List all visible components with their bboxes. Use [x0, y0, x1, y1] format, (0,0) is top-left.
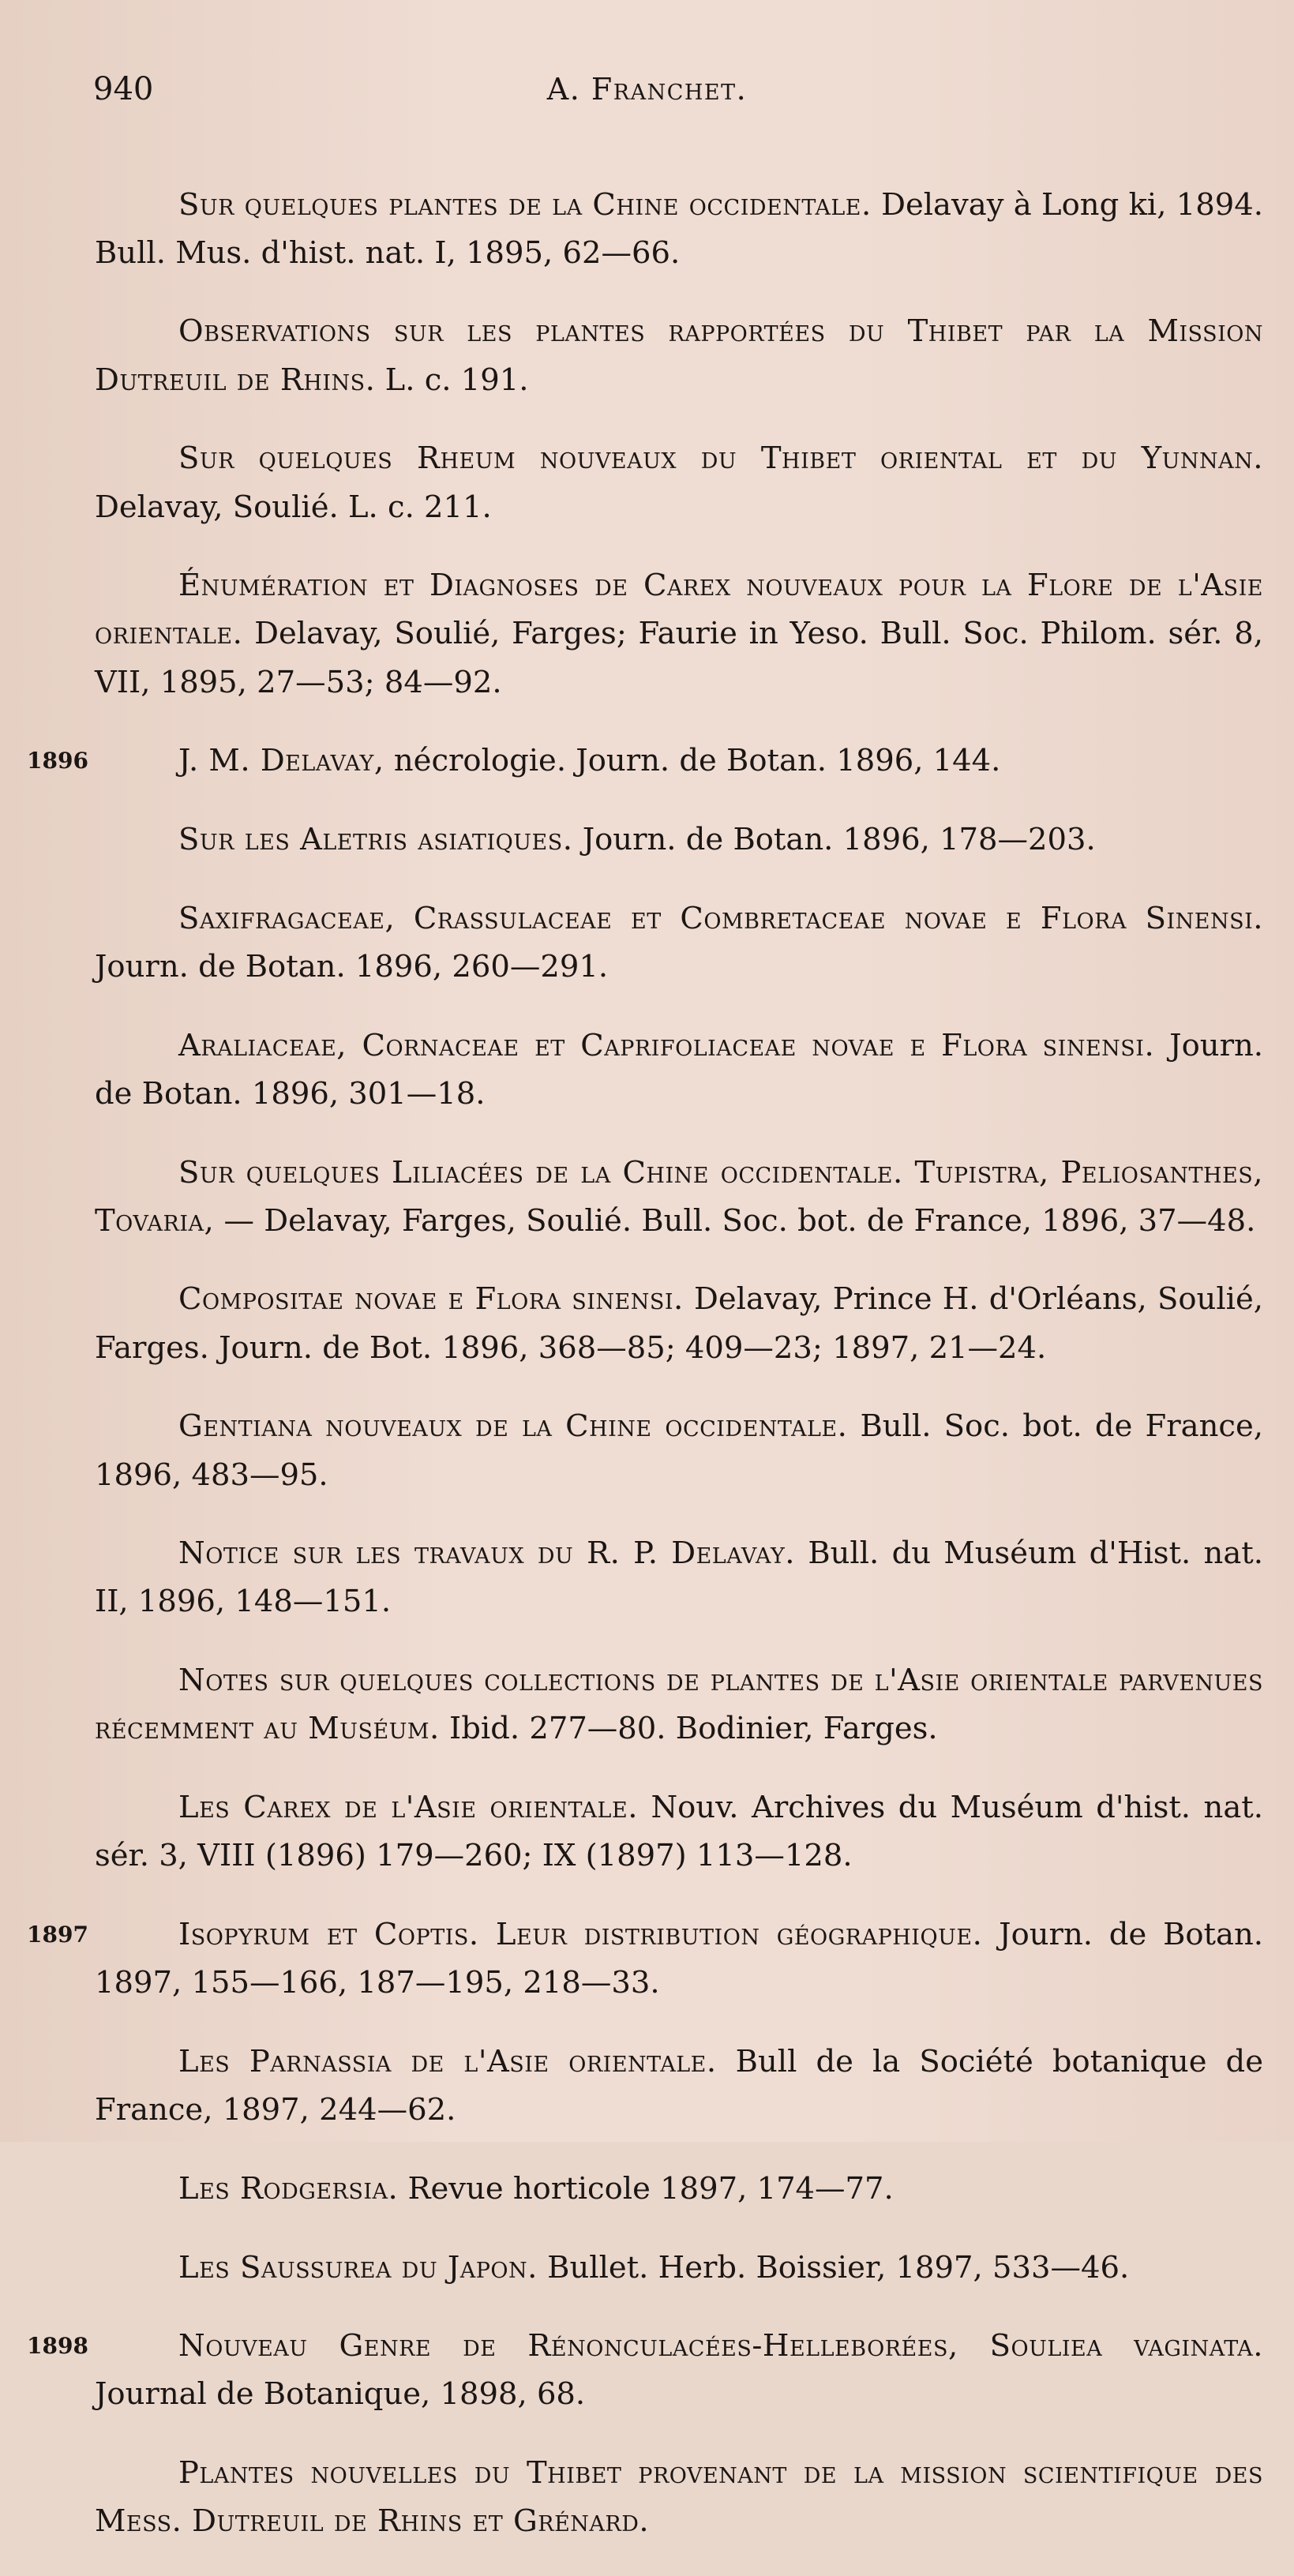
entry-title: Nouveau Genre de Rénonculacées-Helleborées, Souliea vaginata. [178, 2328, 1263, 2364]
bibliography-entry [95, 2449, 1263, 2545]
entry-details: nécrologie. Journ. de Botan. 1896, 144. [384, 743, 1001, 779]
bibliography-entry [95, 1275, 1263, 1371]
bibliography-entry [27, 1910, 1263, 2007]
bibliography-entry [95, 181, 1263, 277]
entry-title: Isopyrum et Coptis. Leur distribution géographique. [178, 1916, 983, 1952]
bibliography-entry [95, 894, 1263, 991]
entry-details: Journal de Botanique, 1898, 68. [95, 2376, 586, 2413]
entry-details: Bull de la Société botanique de France, 1897, 244—62. [95, 2043, 1263, 2128]
entry-details: Journ. de Botan. 1896, 260—291. [95, 948, 609, 984]
page-number: 940 [93, 71, 154, 107]
entry-title: Les Carex de l'Asie orientale. [178, 1790, 638, 1826]
entry-title: Les Rodgersia. [178, 2170, 399, 2207]
entry-title: Sur quelques plantes de la Chine occidentale. [178, 186, 872, 223]
bibliography-entry [95, 1783, 1263, 1880]
entry-title: Compositae novae e Flora sinensi. [178, 1281, 684, 1318]
entry-details: Bull. Soc. bot. de France, 1896, 483—95. [95, 1408, 1263, 1493]
bibliography-entry [95, 1656, 1263, 1753]
year-marker: 1897 [27, 1921, 88, 1948]
entry-details: Journ. de Botan. 1896, 301—18. [95, 1027, 1264, 1112]
entry-title: Sur quelques Liliacées de la Chine occidentale. Tupistra, Peliosanthes, Tovaria, [95, 1154, 1263, 1239]
entry-title: Notice sur les travaux du R. P. Delavay. [178, 1535, 796, 1572]
bibliography-entry [95, 2038, 1263, 2134]
entry-details: Revue horticole 1897, 174—77. [398, 2170, 894, 2207]
entry-details: Ibid. 277—80. Bodinier, Farges. [439, 1711, 938, 1747]
bibliography-entry [95, 307, 1263, 403]
entry-title: Les Parnassia de l'Asie orientale. [178, 2043, 717, 2079]
bibliography-entry [95, 2165, 1263, 2213]
entry-details: Delavay à Long ki, 1894. Bull. Mus. d'hist. nat. I, 1895, 62—66. [95, 186, 1263, 271]
entry-details: Delavay, Soulié. L. c. 211. [95, 489, 492, 525]
entry-details: Bull. du Muséum d'Hist. nat. II, 1896, 148—151. [95, 1535, 1263, 1620]
running-head-author: A. Franchet. [546, 72, 748, 107]
year-marker: 1896 [27, 748, 88, 774]
entry-title: Notes sur quelques collections de plantes de l'Asie orientale parvenues récemment au Muséum. [95, 1663, 1263, 1747]
bibliography-entry [95, 561, 1263, 707]
entry-title: Observations sur les plantes rapportées du Thibet par la Mission Dutreuil de Rhins. [95, 313, 1263, 398]
entry-title: J. M. Delavay, [178, 743, 384, 779]
bibliography-entry [95, 1402, 1263, 1498]
entry-title: Énumération et Diagnoses de Carex nouveaux pour la Flore de l'Asie orientale. [95, 568, 1263, 652]
bibliography-entry [95, 434, 1263, 531]
entry-title: Gentiana nouveaux de la Chine occidentale. [178, 1408, 848, 1445]
bibliography-entry [27, 737, 1263, 785]
bibliography-entry [27, 2322, 1263, 2418]
entry-details: Bullet. Herb. Boissier, 1897, 533—46. [537, 2249, 1130, 2285]
entry-title: Araliaceae, Cornaceae et Caprifoliaceae novae e Flora sinensi. [178, 1027, 1155, 1063]
entry-details: — Delavay, Farges, Soulié. Bull. Soc. bot. de France, 1896, 37—48. [214, 1202, 1256, 1239]
entry-details: L. c. 191. [375, 362, 529, 398]
entry-details: Delavay, Prince H. d'Orléans, Soulié, Farges. Journ. de Bot. 1896, 368—85; 409—23; 1897, 21—24. [95, 1281, 1263, 1366]
bibliography-entry [95, 1529, 1263, 1625]
entry-title: Saxifragaceae, Crassulaceae et Combretaceae novae e Flora Sinensi. [178, 900, 1263, 936]
bibliography-entry [95, 2244, 1263, 2292]
year-marker: 1898 [27, 2333, 88, 2360]
entry-title: Les Saussurea du Japon. [178, 2249, 538, 2285]
bibliography-entry [95, 1022, 1263, 1118]
entry-details: Nouv. Archives du Muséum d'hist. nat. sér. 3, VIII (1896) 179—260; IX (1897) 113—128. [95, 1790, 1263, 1874]
running-head [0, 62, 1294, 117]
entry-details: Journ. de Botan. 1897, 155—166, 187—195, 218—33. [95, 1916, 1263, 2001]
entry-details: Delavay, Soulié, Farges; Faurie in Yeso. Bull. Soc. Philom. sér. 8, VII, 1895, 27—53; 84—92. [95, 616, 1263, 700]
entry-details: Journ. de Botan. 1896, 178—203. [572, 822, 1096, 858]
bibliography-entry [95, 1149, 1263, 1245]
entry-title: Sur les Aletris asiatiques. [178, 822, 573, 858]
bibliography-list [27, 150, 1264, 2576]
bibliography-entry [95, 816, 1263, 864]
entry-title: Sur quelques Rheum nouveaux du Thibet oriental et du Yunnan. [178, 441, 1263, 477]
entry-title: Plantes nouvelles du Thibet provenant de la mission scientifique des Mess. Dutreuil de Rhins et Grénard. [95, 2455, 1263, 2540]
